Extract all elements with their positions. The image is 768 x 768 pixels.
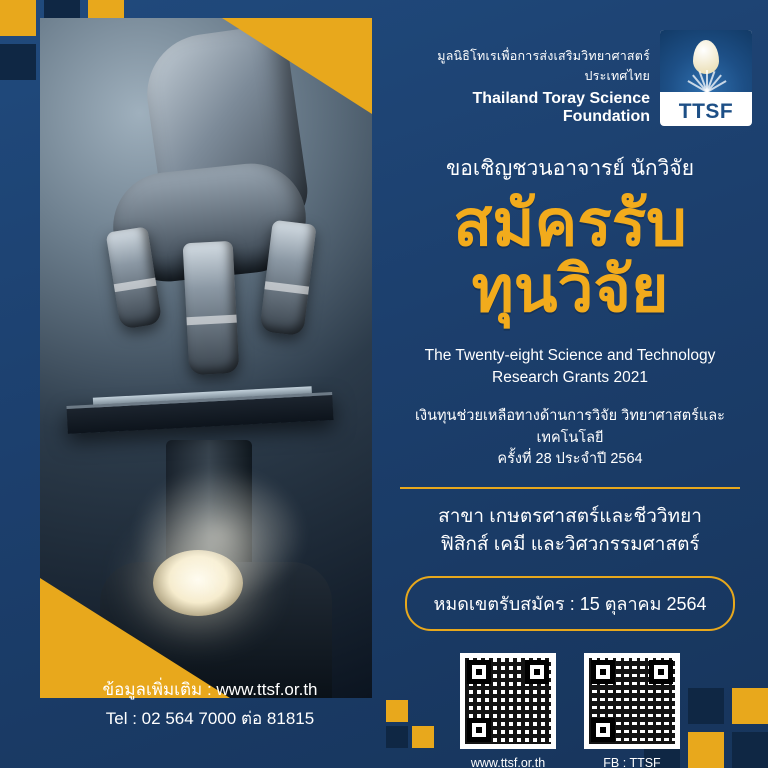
microscope-objective-icon (183, 241, 240, 375)
invite-line: ขอเชิญชวนอาจารย์ นักวิจัย (445, 157, 695, 180)
microscope-photo (40, 18, 372, 698)
deadline-badge: หมดเขตรับสมัคร : 15 ตุลาคม 2564 (405, 576, 735, 631)
logo-egg-shape (693, 40, 719, 74)
headline (388, 187, 752, 325)
website-qr-item[interactable] (460, 653, 556, 768)
grant-field-line-2: ฟิสิกส์ เคมี และวิศวกรรมศาสตร์ (440, 533, 700, 555)
logo-emblem (660, 30, 752, 92)
decor-triangle-top (222, 18, 372, 114)
english-title (388, 345, 752, 390)
facebook-qr[interactable] (584, 653, 680, 749)
headline-line-2: ทุนวิจัย (471, 252, 669, 325)
contact-block (60, 676, 360, 734)
grant-field-line-1: สาขา เกษตรศาสตร์และชีววิทยา (438, 506, 702, 527)
headline-line-1: สมัครรับ (453, 187, 687, 259)
thai-subtitle (388, 406, 752, 471)
website-qr-label: www.ttsf.or.th (470, 756, 546, 768)
organization-name-en: Thailand Toray Science Foundation (472, 90, 650, 125)
facebook-qr-label: FB : TTSF (603, 756, 661, 768)
website-qr[interactable] (460, 653, 556, 749)
decor-square (0, 0, 36, 36)
thai-subtitle-line-2: ครั้งที่ 28 ประจำปี 2564 (497, 451, 643, 468)
organization-names (388, 30, 650, 126)
facebook-qr-item[interactable] (584, 653, 680, 768)
ttsf-logo-icon (660, 30, 752, 126)
divider (400, 487, 740, 489)
thai-subtitle-line-1: เงินทุนช่วยเหลือทางด้านการวิจัย วิทยาศาสตร์และเทคโนโลยี (415, 407, 725, 446)
qr-code-row (388, 653, 752, 768)
contact-phone: Tel : 02 564 7000 ต่อ 81815 (105, 709, 315, 729)
organization-header (388, 22, 752, 126)
organization-name-th: มูลนิธิโทเรเพื่อการส่งเสริมวิทยาศาสตร์ ประเทศไทย (437, 49, 650, 83)
english-title-line-1: The Twenty-eight Science and Technology (424, 346, 716, 364)
decor-square (0, 44, 36, 80)
logo-text: TTSF (678, 100, 734, 123)
grant-fields (388, 503, 752, 558)
english-title-line-2: Research Grants 2021 (492, 369, 648, 387)
contact-website: ข้อมูลเพิ่มเติม : www.ttsf.or.th (102, 680, 318, 700)
content-column (382, 0, 768, 768)
